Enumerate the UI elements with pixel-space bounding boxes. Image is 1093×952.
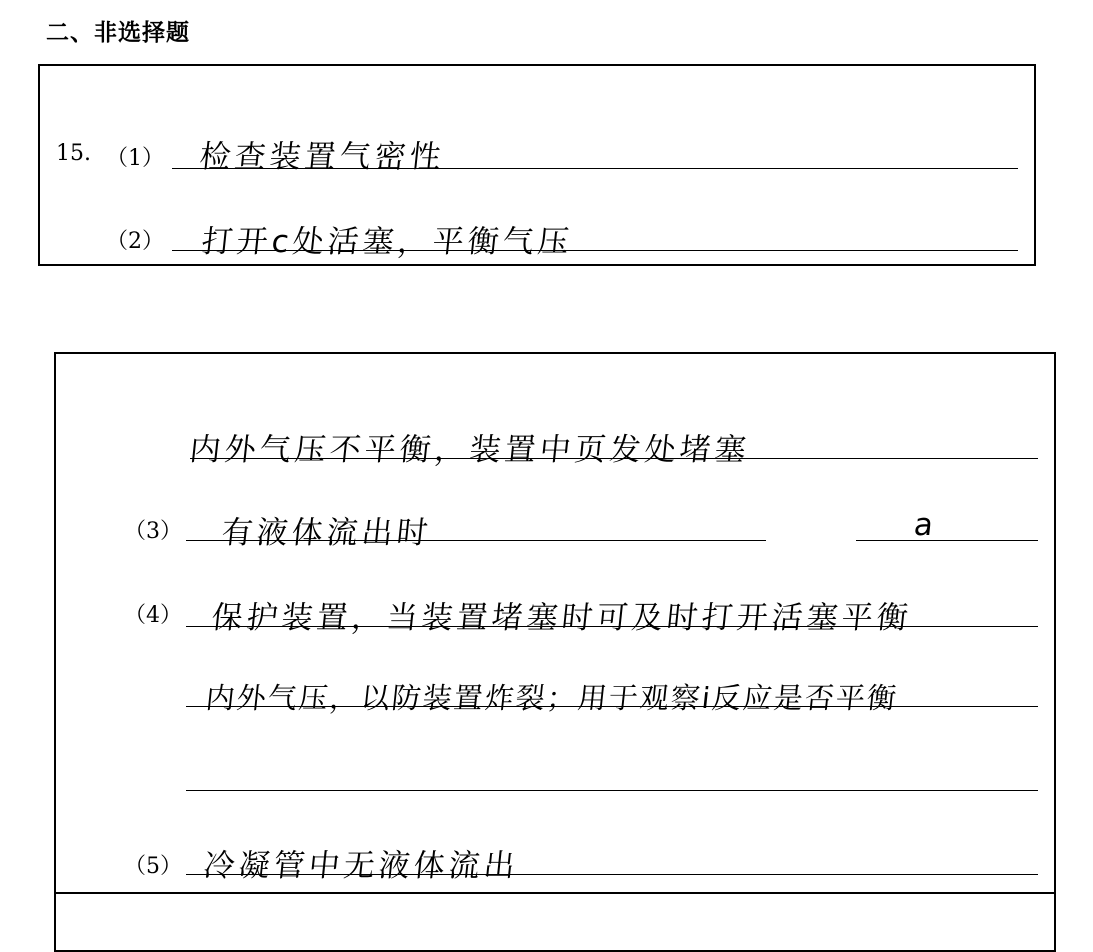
reason-answer-line	[190, 458, 1038, 459]
part-3-answer-right: a	[912, 507, 939, 543]
part-3-label: （3）	[124, 519, 182, 544]
answer-sheet-divider	[54, 892, 1056, 894]
part-1-label: （1）	[106, 146, 164, 171]
section-title: 二、非选择题	[46, 20, 190, 46]
part-4-label: （4）	[124, 603, 182, 628]
part-2-answer: 打开c处活塞，平衡气压	[199, 224, 575, 260]
question-number: 15.	[56, 141, 91, 166]
part-1-answer: 检查装置气密性	[197, 139, 447, 175]
part-4-answer-line-1: 保护装置，当装置堵塞时可及时打开活塞平衡	[209, 600, 914, 636]
part-3-answer: 有液体流出时	[219, 515, 434, 551]
part-3-answer-right-line	[856, 540, 1038, 541]
part-5-answer-line	[186, 874, 1038, 875]
part-5-answer: 冷凝管中无液体流出	[201, 848, 521, 884]
part-5-label: （5）	[124, 854, 182, 879]
part-2-answer-line	[172, 250, 1018, 251]
part-2-label: （2）	[106, 229, 164, 254]
reason-answer: 内外气压不平衡，装置中页发处堵塞	[187, 432, 752, 468]
part-1-answer-line	[172, 168, 1018, 169]
part-4-answer-line-2: 内外气压，以防装置炸裂；用于观察ⅰ反应是否平衡	[204, 681, 900, 715]
part-3-answer-line	[186, 540, 766, 541]
part-4-answer-underline-2	[186, 706, 1038, 707]
part-4-answer-underline-3	[186, 790, 1038, 791]
part-4-answer-underline-1	[186, 626, 1038, 627]
